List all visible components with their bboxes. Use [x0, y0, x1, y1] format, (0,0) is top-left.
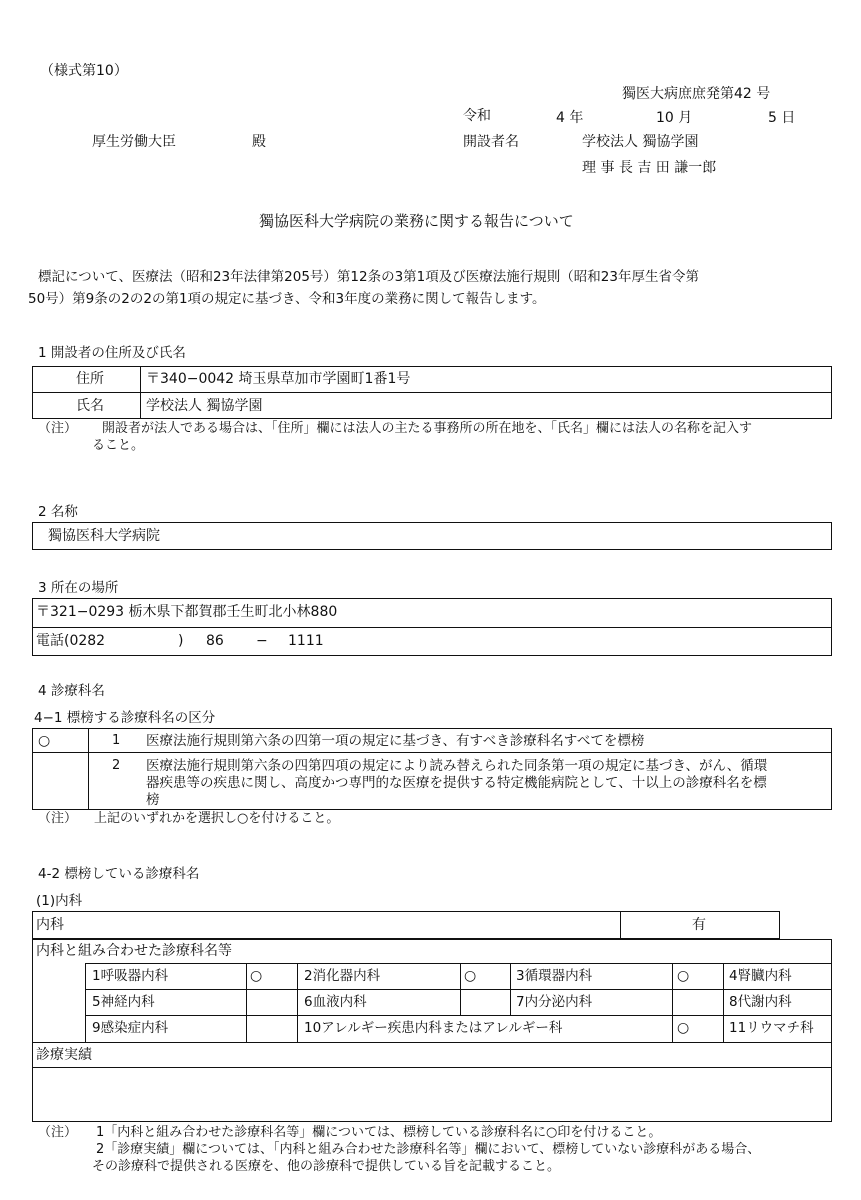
- record-divider: [33, 1067, 831, 1068]
- category-row1-mark: ○: [38, 733, 51, 749]
- grid-col-b: [246, 963, 247, 1042]
- phone-paren: ): [178, 633, 184, 649]
- category-row2-line-1: 医療法施行規則第六条の四第四項の規定により読み替えられた同条第一項の規定に基づき、がん、循環: [146, 758, 768, 774]
- section2-heading: 2 名称: [38, 504, 78, 520]
- address-label: 住所: [76, 371, 104, 387]
- intro-line-1: 標記について、医療法（昭和23年法律第205号）第12条の3第1項及び医療法施行規則（昭和23年厚生省令第: [38, 269, 699, 285]
- grid-line-top: [85, 963, 831, 964]
- category-row1-number: 1: [112, 733, 121, 748]
- location-address: 〒321−0293 栃木県下都賀郡壬生町北小林880: [36, 604, 338, 620]
- department-name: 1呼吸器内科: [92, 968, 169, 984]
- section4-2-heading: 4-2 標榜している診療科名: [38, 866, 200, 882]
- department-mark: ○: [677, 968, 690, 984]
- naika-value: 有: [692, 917, 706, 933]
- section4-note2-line-3: その診療科で提供される医療を、他の診療科で提供している旨を記載すること。: [92, 1159, 561, 1174]
- section4-1-heading: 4−1 標榜する診療科名の区分: [34, 710, 216, 726]
- naika-label: 内科: [36, 917, 64, 933]
- grid-col-c: [297, 963, 298, 1042]
- section4-note2-prefix: （注）: [38, 1125, 78, 1140]
- department-mark: ○: [677, 1020, 690, 1036]
- recipient: 厚生労働大臣: [92, 134, 176, 150]
- date-era: 令和: [463, 108, 491, 124]
- department-name: 3循環器内科: [516, 968, 593, 984]
- name-label: 氏名: [76, 398, 104, 414]
- department-name: 7内分泌内科: [516, 994, 593, 1010]
- section1-note-line-1: 開設者が法人である場合は、「住所」欄には法人の主たる事務所の所在地を、「氏名」欄には法人の名称を記入す: [102, 421, 753, 436]
- location-table-divider: [33, 627, 831, 628]
- naika-row: [32, 911, 780, 939]
- department-name: 9感染症内科: [92, 1020, 169, 1036]
- page-title: 獨協医科大学病院の業務に関する報告について: [259, 212, 574, 230]
- section4-heading: 4 診療科名: [38, 683, 105, 699]
- department-mark: ○: [250, 968, 263, 984]
- category-table-divider: [33, 752, 831, 753]
- founder-representative: 理 事 長 吉 田 謙一郎: [582, 160, 717, 176]
- department-name: 5神経内科: [92, 994, 155, 1010]
- category-row2-number: 2: [112, 758, 121, 773]
- date-month: 10 月: [656, 110, 693, 126]
- department-mark: ○: [464, 968, 477, 984]
- category-row2-line-3: 榜: [146, 792, 160, 808]
- department-name: 11リウマチ科: [729, 1020, 814, 1036]
- category-row1-text: 医療法施行規則第六条の四第一項の規定に基づき、有すべき診療科名すべてを標榜: [146, 733, 645, 749]
- grid-col-e-top: [510, 963, 511, 1015]
- recipient-honorific: 殿: [252, 134, 266, 150]
- grid-col-g: [723, 963, 724, 1042]
- category-heading: (1)内科: [36, 893, 83, 909]
- grid-line-2: [85, 1015, 831, 1016]
- grid-col-a: [85, 963, 86, 1042]
- grid-line-1: [85, 989, 831, 990]
- category-table-col-1: [88, 729, 89, 809]
- name-value: 学校法人 獨協学園: [146, 398, 263, 414]
- department-name: 8代謝内科: [729, 994, 792, 1010]
- phone-dash: −: [256, 633, 268, 649]
- intro-line-2: 50号）第9条の2の2の第1項の規定に基づき、令和3年度の業務に関して報告します。: [28, 291, 546, 307]
- hospital-name-value: 獨協医科大学病院: [48, 528, 160, 544]
- department-name: 2消化器内科: [304, 968, 381, 984]
- section3-heading: 3 所在の場所: [38, 580, 119, 596]
- section1-note-line-2: ること。: [92, 438, 145, 453]
- founder-label: 開設者名: [463, 134, 519, 150]
- section4-note2-line-1: 1「内科と組み合わせた診療科名等」欄については、標榜している診療科名に○印を付けること。: [96, 1125, 662, 1140]
- department-name: 10アレルギー疾患内科またはアレルギー科: [304, 1020, 563, 1036]
- section1-heading: 1 開設者の住所及び氏名: [38, 345, 186, 361]
- phone-part-3: 1111: [288, 633, 324, 649]
- address-value: 〒340−0042 埼玉県草加市学園町1番1号: [146, 371, 411, 387]
- grid-line-bottom: [33, 1042, 831, 1043]
- combined-departments-label: 内科と組み合わせた診療科名等: [36, 943, 232, 959]
- grid-col-d-top: [460, 963, 461, 1015]
- grid-col-f: [672, 963, 673, 1042]
- founder-table-col-divider: [140, 367, 141, 418]
- founder-organization: 学校法人 獨協学園: [582, 134, 699, 150]
- phone-part-2: 86: [206, 633, 224, 649]
- category-row2-line-2: 器疾患等の疾患に関し、高度かつ専門的な医療を提供する特定機能病院として、十以上の診療科名を標: [146, 775, 767, 791]
- department-name: 6血液内科: [304, 994, 367, 1010]
- section4-note2-line-2: 2「診療実績」欄については、「内科と組み合わせた診療科名等」欄において、標榜していない診療科がある場合、: [96, 1142, 761, 1157]
- phone-label: 電話(0282: [36, 633, 106, 649]
- section4-note-text: 上記のいずれかを選択し○を付けること。: [94, 811, 340, 826]
- date-year: 4 年: [556, 110, 584, 126]
- naika-row-divider: [620, 912, 621, 938]
- document-number: 獨医大病庶庶発第42 号: [622, 86, 771, 102]
- form-number: （様式第10）: [40, 63, 128, 79]
- founder-table-divider: [33, 392, 831, 393]
- department-name: 4腎臓内科: [729, 968, 792, 984]
- section4-note-prefix: （注）: [38, 811, 78, 826]
- date-day: 5 日: [768, 110, 796, 126]
- section1-note-prefix: （注）: [38, 421, 78, 436]
- record-label: 診療実績: [36, 1047, 92, 1063]
